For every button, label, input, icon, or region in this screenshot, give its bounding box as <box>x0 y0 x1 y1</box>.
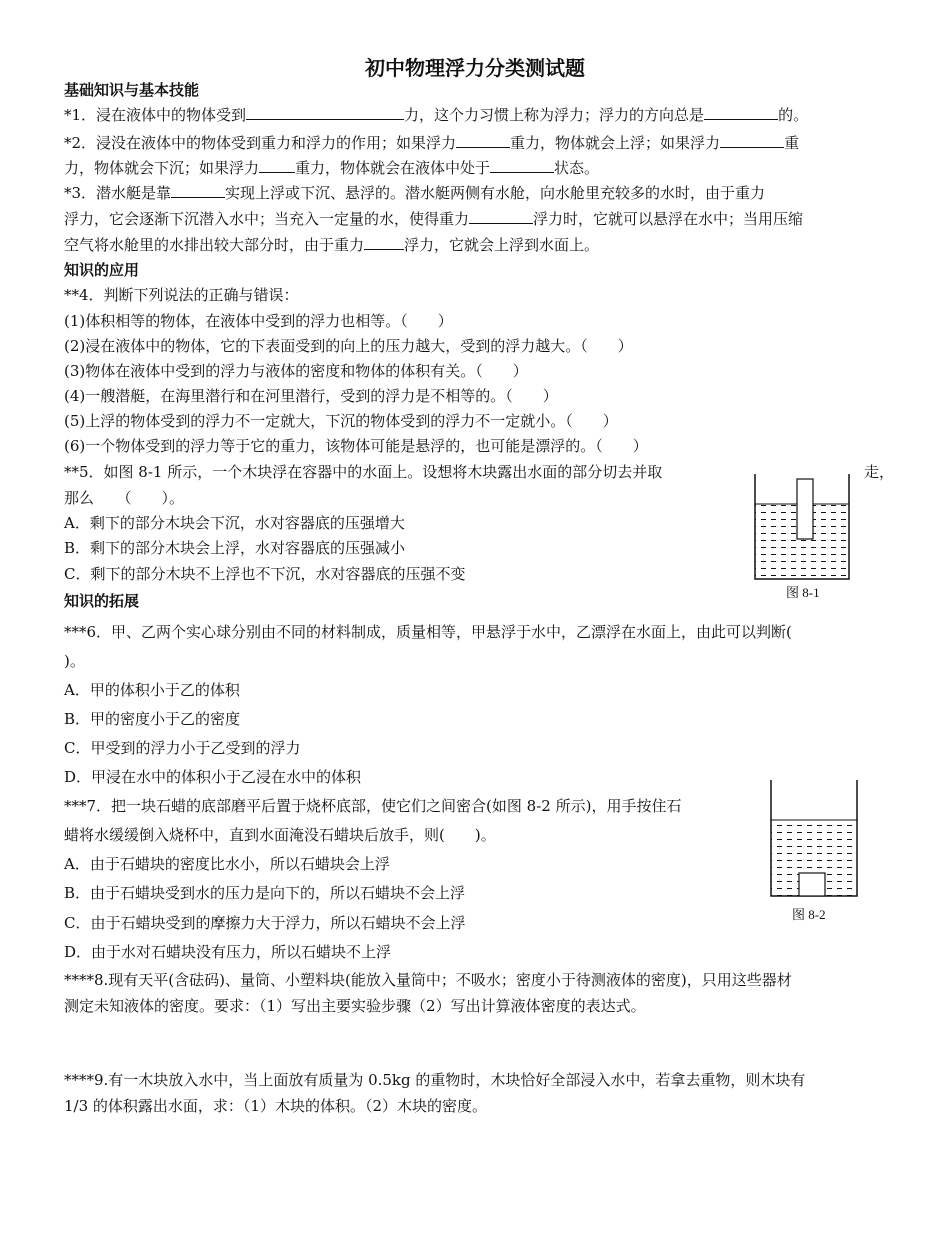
figure-8-1-container-diagram <box>750 474 854 584</box>
q3-text-c: 浮力，它会逐渐下沉潜入水中；当充入一定量的水，使得重力 <box>64 210 470 228</box>
question-8-line-1: ****8.现有天平(含砝码)、量筒、小塑料块(能放入量筒中；不吸水；密度小于待测液体的密度)，只用这些器材 <box>64 971 792 989</box>
wax-block-shape <box>799 873 825 896</box>
q2-text-d: 力，物体就会下沉；如果浮力 <box>64 159 260 177</box>
question-3-line-1 <box>64 182 765 202</box>
option-b: B．由于石蜡块受到水的压力是向下的，所以石蜡块不会上浮 <box>64 884 466 902</box>
judgement-item: (2)浸在液体中的物体，它的下表面受到的向上的压力越大，受到的浮力越大。（ ） <box>64 337 633 355</box>
q3-text-d: 浮力时，它就可以悬浮在水中；当用压缩 <box>533 210 804 228</box>
question-3-line-2 <box>64 208 803 228</box>
answer-blank[interactable] <box>456 132 510 148</box>
answer-blank[interactable] <box>720 132 784 148</box>
question-2-line-1 <box>64 132 799 152</box>
q2-text-c: 重 <box>784 134 800 152</box>
question-6-stem-line-2: )。 <box>64 652 85 670</box>
question-5-stem-line-1-end: 走， <box>864 463 895 481</box>
question-3-line-3 <box>64 234 599 254</box>
q3-text-f: 浮力，它就会上浮到水面上。 <box>404 236 600 254</box>
option-a: A．剩下的部分木块会下沉，水对容器底的压强增大 <box>64 514 405 532</box>
option-c: C．由于石蜡块受到的摩擦力大于浮力，所以石蜡块不会上浮 <box>64 914 466 932</box>
question-9-line-2: 1/3 的体积露出水面，求：（1）木块的体积。（2）木块的密度。 <box>64 1097 487 1115</box>
section-heading-extension: 知识的拓展 <box>64 592 140 610</box>
q1-text-a: *1．浸在液体中的物体受到 <box>64 106 247 124</box>
page-title: 初中物理浮力分类测试题 <box>365 56 585 80</box>
q3-text-b: 实现上浮或下沉、悬浮的。潜水艇两侧有水舱，向水舱里充较多的水时，由于重力 <box>225 184 766 202</box>
judgement-item: (6)一个物体受到的浮力等于它的重力，该物体可能是悬浮的，也可能是漂浮的。（ ） <box>64 437 648 455</box>
question-4-stem: **4．判断下列说法的正确与错误： <box>64 286 299 304</box>
option-c: C．剩下的部分木块不上浮也不下沉，水对容器底的压强不变 <box>64 565 466 583</box>
judgement-item: (1)体积相等的物体，在液体中受到的浮力也相等。（ ） <box>64 312 453 330</box>
answer-blank[interactable] <box>171 182 225 198</box>
section-heading-application: 知识的应用 <box>64 261 140 279</box>
q3-text-a: *3．潜水艇是靠 <box>64 184 172 202</box>
question-2-line-2 <box>64 157 599 177</box>
q2-text-b: 重力，物体就会上浮；如果浮力 <box>510 134 721 152</box>
section-heading-basics: 基础知识与基本技能 <box>64 81 200 99</box>
judgement-item: (3)物体在液体中受到的浮力与液体的密度和物体的体积有关。（ ） <box>64 362 528 380</box>
question-9-line-1: ****9.有一木块放入水中，当上面放有质量为 0.5kg 的重物时，木块恰好全部浸入水中，若拿去重物，则木块有 <box>64 1071 806 1089</box>
question-1 <box>64 104 808 124</box>
judgement-item: (5)上浮的物体受到的浮力不一定就大，下沉的物体受到的浮力不一定就小。（ ） <box>64 412 618 430</box>
figure-8-2-beaker-diagram <box>766 780 862 900</box>
judgement-item: (4)一艘潜艇，在海里潜行和在河里潜行，受到的浮力是不相等的。（ ） <box>64 387 558 405</box>
option-a: A．由于石蜡块的密度比水小，所以石蜡块会上浮 <box>64 855 390 873</box>
option-d: D．甲浸在水中的体积小于乙浸在水中的体积 <box>64 768 362 786</box>
figure-8-1-caption: 图 8-1 <box>786 585 820 600</box>
answer-blank[interactable] <box>704 104 778 120</box>
answer-blank[interactable] <box>490 157 554 173</box>
wood-block-shape <box>797 479 813 539</box>
answer-blank[interactable] <box>364 234 404 250</box>
answer-blank[interactable] <box>246 104 404 120</box>
question-7-stem-line-2: 蜡将水缓缓倒入烧杯中，直到水面淹没石蜡块后放手，则( )。 <box>64 826 496 844</box>
q3-text-e: 空气将水舱里的水排出较大部分时，由于重力 <box>64 236 365 254</box>
question-6-stem-line-1: ***6．甲、乙两个实心球分别由不同的材料制成，质量相等，甲悬浮于水中，乙漂浮在水面上，由此可以判断( <box>64 623 792 641</box>
q2-text-a: *2．浸没在液体中的物体受到重力和浮力的作用；如果浮力 <box>64 134 457 152</box>
q2-text-f: 状态。 <box>554 159 600 177</box>
question-5-stem-line-2: 那么 （ ）。 <box>64 489 185 507</box>
q2-text-e: 重力，物体就会在液体中处于 <box>295 159 491 177</box>
question-8-line-2: 测定未知液体的密度。要求：（1）写出主要实验步骤（2）写出计算液体密度的表达式。 <box>64 997 646 1015</box>
figure-8-2-caption: 图 8-2 <box>792 907 826 922</box>
answer-blank[interactable] <box>469 208 533 224</box>
question-5-stem-line-1: **5．如图 8-1 所示，一个木块浮在容器中的水面上。设想将木块露出水面的部分切去并取 <box>64 463 663 481</box>
option-b: B．剩下的部分木块会上浮，水对容器底的压强减小 <box>64 539 406 557</box>
q1-text-c: 的。 <box>778 106 809 124</box>
option-c: C．甲受到的浮力小于乙受到的浮力 <box>64 739 301 757</box>
question-7-stem-line-1: ***7．把一块石蜡的底部磨平后置于烧杯底部，使它们之间密合(如图 8-2 所示)，用手按住石 <box>64 797 682 815</box>
option-a: A．甲的体积小于乙的体积 <box>64 681 240 699</box>
q1-text-b: 力，这个力习惯上称为浮力；浮力的方向总是 <box>404 106 705 124</box>
option-b: B．甲的密度小于乙的密度 <box>64 710 241 728</box>
option-d: D．由于水对石蜡块没有压力，所以石蜡块不上浮 <box>64 943 392 961</box>
answer-blank[interactable] <box>259 157 295 173</box>
